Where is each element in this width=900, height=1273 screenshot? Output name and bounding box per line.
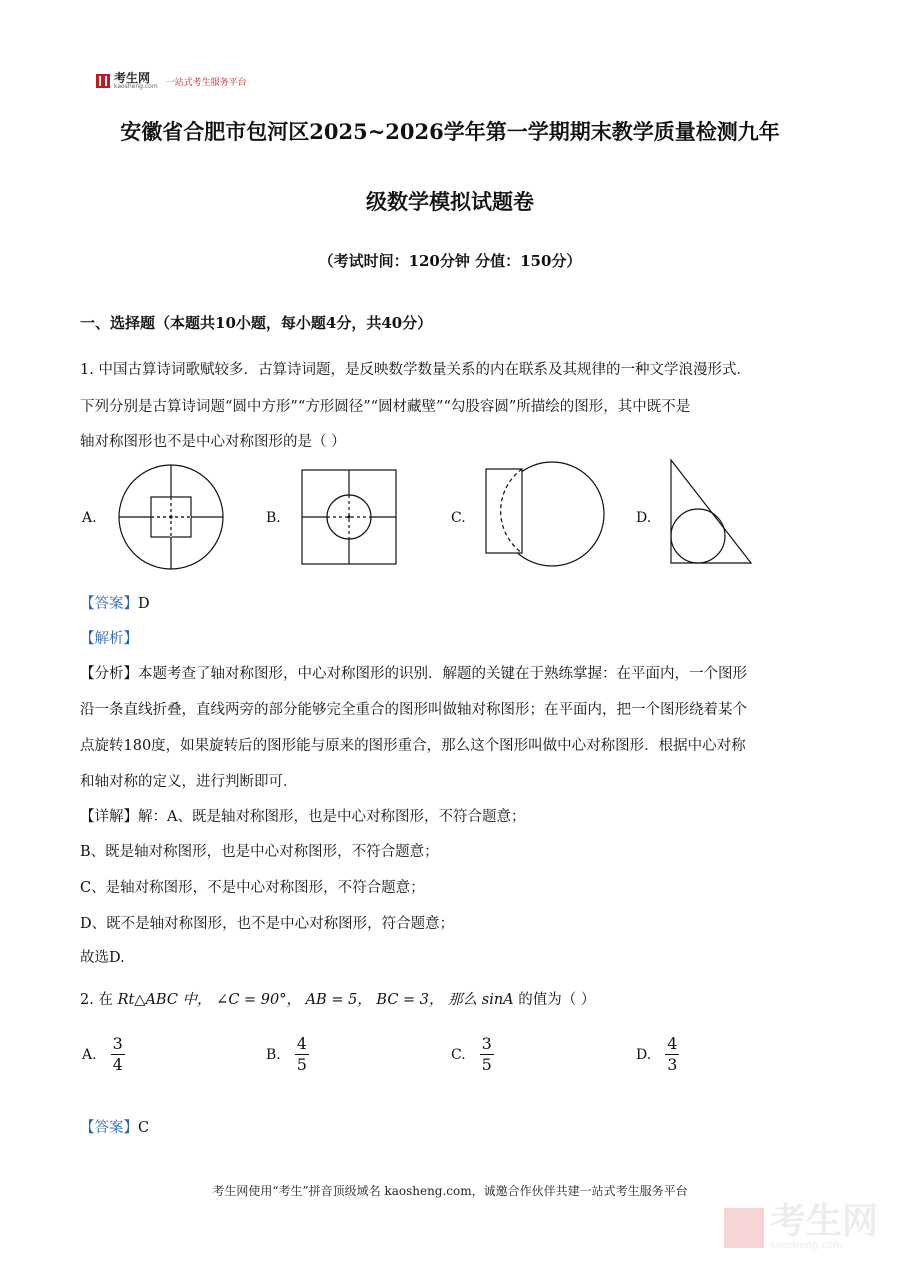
q2-option-b-fraction [295, 1034, 309, 1075]
q2-stem-suffix: 的值为（ ） [518, 992, 596, 1008]
q2-option-c-label: C. [451, 1046, 466, 1063]
numerator: 4 [667, 1034, 678, 1053]
q2-answer [80, 1116, 149, 1137]
q1-conclusion: 故选D. [80, 950, 125, 966]
q1-option-c-label: C. [451, 510, 466, 526]
q1-detail-d: D、既不是轴对称图形，也不是中心对称图形，符合题意； [80, 916, 455, 932]
q2-option-d [636, 1034, 679, 1075]
page-title-line1: 安徽省合肥市包河区2025~2026学年第一学期期末教学质量检测九年 [120, 119, 780, 144]
q1-stem-line1: 1. 中国古算诗词歌赋较多．古算诗词题，是反映数学数量关系的内在联系及其规律的一种文学浪漫形式． [80, 362, 751, 378]
q2-stem-prefix: 2. 在 [80, 992, 113, 1008]
q2-option-a-fraction [111, 1034, 125, 1075]
denominator: 5 [296, 1055, 307, 1074]
q1-fenxi-line4: 和轴对称的定义，进行判断即可． [80, 774, 298, 790]
xiangjie-tag: 【详解】 [80, 809, 138, 825]
q2-option-c [451, 1034, 494, 1075]
q1-figure-d [668, 458, 754, 566]
q2-stem [80, 988, 595, 1009]
denominator: 4 [112, 1055, 123, 1074]
q1-answer [80, 592, 150, 613]
answer-tag: 【答案】 [80, 596, 138, 612]
q2-option-b [266, 1034, 309, 1075]
logo-slogan: 一站式考生服务平台 [165, 77, 247, 88]
q1-option-d-label: D. [636, 510, 652, 526]
q1-detail-a [80, 805, 525, 826]
q1-figure-c [484, 460, 610, 568]
logo-domain: kaosheng.com [114, 83, 158, 90]
watermark [724, 1201, 878, 1251]
q1-figure-a [117, 463, 225, 571]
q2-option-d-label: D. [636, 1046, 652, 1063]
q1-analysis-tag: 【解析】 [80, 631, 138, 647]
watermark-name: 考生网 [769, 1201, 878, 1242]
answer-value: C [138, 1120, 150, 1136]
q2-option-c-fraction [480, 1034, 494, 1075]
denominator: 3 [667, 1055, 678, 1074]
q1-fenxi-line3: 点旋转180度，如果旋转后的图形能与原来的图形重合，那么这个图形叫做中心对称图形．根据中心对称 [80, 738, 746, 754]
exam-info: （考试时间：120分钟 分值：150分） [318, 252, 582, 270]
fenxi-tag: 【分析】 [80, 666, 138, 682]
q1-option-a-label: A. [82, 510, 97, 526]
logo-icon [96, 74, 110, 88]
q2-option-b-label: B. [266, 1046, 281, 1063]
section-heading: 一、选择题（本题共10小题，每小题4分，共40分） [80, 314, 433, 332]
logo-name: 考生网 [114, 71, 151, 85]
fenxi-text: 本题考查了轴对称图形，中心对称图形的识别．解题的关键在于熟练掌握：在平面内，一个图形 [138, 666, 747, 682]
q1-figure-b [300, 468, 398, 566]
q1-detail-b: B、既是轴对称图形，也是中心对称图形，不符合题意； [80, 844, 439, 860]
watermark-domain: kaosheng.com [769, 1240, 843, 1251]
page-title-line2: 级数学模拟试题卷 [366, 189, 534, 214]
q1-fenxi-line2: 沿一条直线折叠，直线两旁的部分能够完全重合的图形叫做轴对称图形；在平面内，把一个图形绕着某个 [80, 702, 747, 718]
denominator: 5 [481, 1055, 492, 1074]
q2-option-a-label: A. [82, 1046, 97, 1063]
q1-option-b-label: B. [266, 510, 281, 526]
q2-option-a [82, 1034, 125, 1075]
q1-fenxi-line1 [80, 662, 747, 683]
watermark-logo-icon [724, 1208, 764, 1248]
detail-a-text: 解：A、既是轴对称图形，也是中心对称图形，不符合题意； [138, 809, 526, 825]
numerator: 3 [112, 1034, 123, 1053]
q1-stem-line2: 下列分别是古算诗词题“圆中方形”“方形圆径”“圆材藏壁”“勾股容圆”所描绘的图形，其中既不是 [80, 399, 691, 415]
numerator: 3 [481, 1034, 492, 1053]
numerator: 4 [296, 1034, 307, 1053]
q2-stem-expr: Rt△ABC 中， ∠C = 90°， AB = 5， BC = 3， 那么 sinA [117, 992, 514, 1008]
answer-tag: 【答案】 [80, 1120, 138, 1136]
q2-option-d-fraction [665, 1034, 679, 1075]
answer-value: D [138, 596, 150, 612]
page-footer: 考生网使用“考生”拼音顶级域名 kaosheng.com，诚邀合作伙伴共建一站式考生服务平台 [212, 1184, 688, 1198]
site-logo [96, 72, 247, 90]
q1-stem-line3: 轴对称图形也不是中心对称图形的是（ ） [80, 434, 346, 450]
q1-detail-c: C、是轴对称图形，不是中心对称图形，不符合题意； [80, 880, 425, 896]
